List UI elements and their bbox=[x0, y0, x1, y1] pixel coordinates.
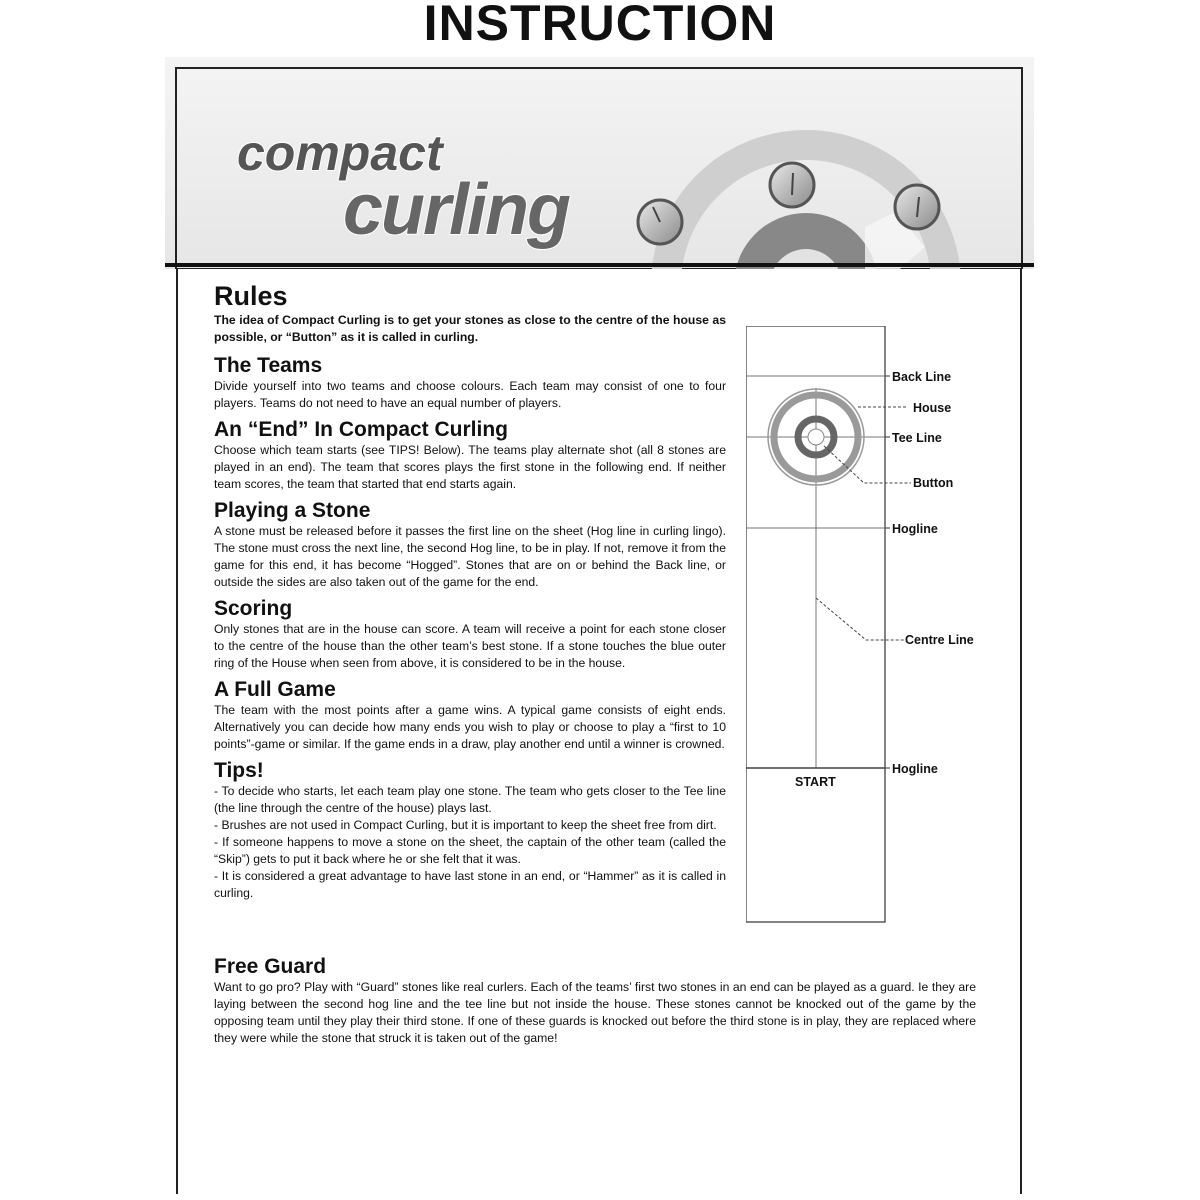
section-heading: The Teams bbox=[214, 354, 323, 377]
tip-item: - It is considered a great advantage to have last stone in an end, or “Hammer” as it is called in curling. bbox=[214, 869, 726, 900]
button-label: Button bbox=[913, 476, 954, 490]
banner-divider bbox=[165, 263, 1034, 267]
hogline-top-label: Hogline bbox=[892, 522, 938, 536]
tip-item: - To decide who starts, let each team play one stone. The team who gets closer to the Tee line (the line through the centre of the house) plays last. bbox=[214, 784, 726, 815]
section-text: Choose which team starts (see TIPS! Below). The teams play alternate shot (all 8 stones are played in an end). The team that scores plays the first stone in the following end. If neither team scores, the team that started that end starts again. bbox=[214, 443, 726, 491]
section-text: A stone must be released before it passes the first line on the sheet (Hog line in curling lingo). The stone must cross the next line, the second Hog line, to be in play. If not, remove it from the game for this end, it has become “Hogged”. Stones that are on or behind the Back line, or outside the sides are also taken out of the game for the end. bbox=[214, 524, 726, 589]
header-banner bbox=[165, 57, 1034, 269]
tips-heading: Tips! bbox=[214, 759, 264, 782]
section-heading: Scoring bbox=[214, 597, 293, 620]
curling-sheet-diagram bbox=[746, 326, 986, 926]
tee-line-label: Tee Line bbox=[892, 431, 942, 445]
rules-intro: The idea of Compact Curling is to get your stones as close to the centre of the house as possible, or “Button” as it is called in curling. bbox=[214, 313, 726, 344]
curling-stone-icon bbox=[770, 163, 814, 207]
free-guard-section bbox=[214, 954, 976, 1052]
hogline-bottom-label: Hogline bbox=[892, 762, 938, 776]
tip-item: - If someone happens to move a stone on the sheet, the captain of the other team (called the “Skip”) gets to put it back where he or she felt that it was. bbox=[214, 835, 726, 866]
button-centre bbox=[808, 429, 824, 445]
curling-stone-icon bbox=[895, 185, 939, 229]
house-label: House bbox=[913, 401, 952, 415]
curling-stone-icon bbox=[638, 200, 682, 244]
rules-heading: Rules bbox=[214, 281, 288, 311]
back-line-label: Back Line bbox=[892, 370, 952, 384]
free-guard-text: Want to go pro? Play with “Guard” stones like real curlers. Each of the teams’ first two stones in an end can be played as a guard. Ie they are laying between the second hog line and the tee line but not inside the house. These stones cannot be knocked out of the game by the opposing team until they play their third stone. If one of these guards is knocked out before the third stone is in play, they are replaced where they were while the stone that struck it is taken out of the game! bbox=[214, 980, 976, 1045]
page-title: INSTRUCTION bbox=[423, 0, 777, 51]
section-heading: An “End” In Compact Curling bbox=[214, 418, 508, 441]
centre-line-label: Centre Line bbox=[905, 633, 974, 647]
section-heading: A Full Game bbox=[214, 678, 336, 701]
rules-column bbox=[214, 280, 726, 902]
logo-line-1: compact bbox=[237, 125, 443, 181]
section-text: Only stones that are in the house can score. A team will receive a point for each stone closer to the centre of the house than the other team’s best stone. If a stone touches the blue outer ring of the House when seen from above, it is considered to be in the house. bbox=[214, 622, 726, 670]
free-guard-heading: Free Guard bbox=[214, 955, 327, 978]
section-heading: Playing a Stone bbox=[214, 499, 371, 522]
start-label: START bbox=[795, 775, 836, 789]
section-text: Divide yourself into two teams and choose colours. Each team may consist of one to four players. Teams do not need to have an equal number of players. bbox=[214, 379, 726, 410]
logo-line-2: curling bbox=[343, 170, 570, 250]
section-text: The team with the most points after a game wins. A typical game consists of eight ends. Alternatively you can decide how many ends you wish to play or choose to play a “first to 10 points”-game or similar. If the game ends in a draw, play another end until a winner is crowned. bbox=[214, 703, 726, 751]
banner-artwork bbox=[165, 57, 1034, 269]
tip-item: - Brushes are not used in Compact Curling, but it is important to keep the sheet free from dirt. bbox=[214, 818, 717, 832]
